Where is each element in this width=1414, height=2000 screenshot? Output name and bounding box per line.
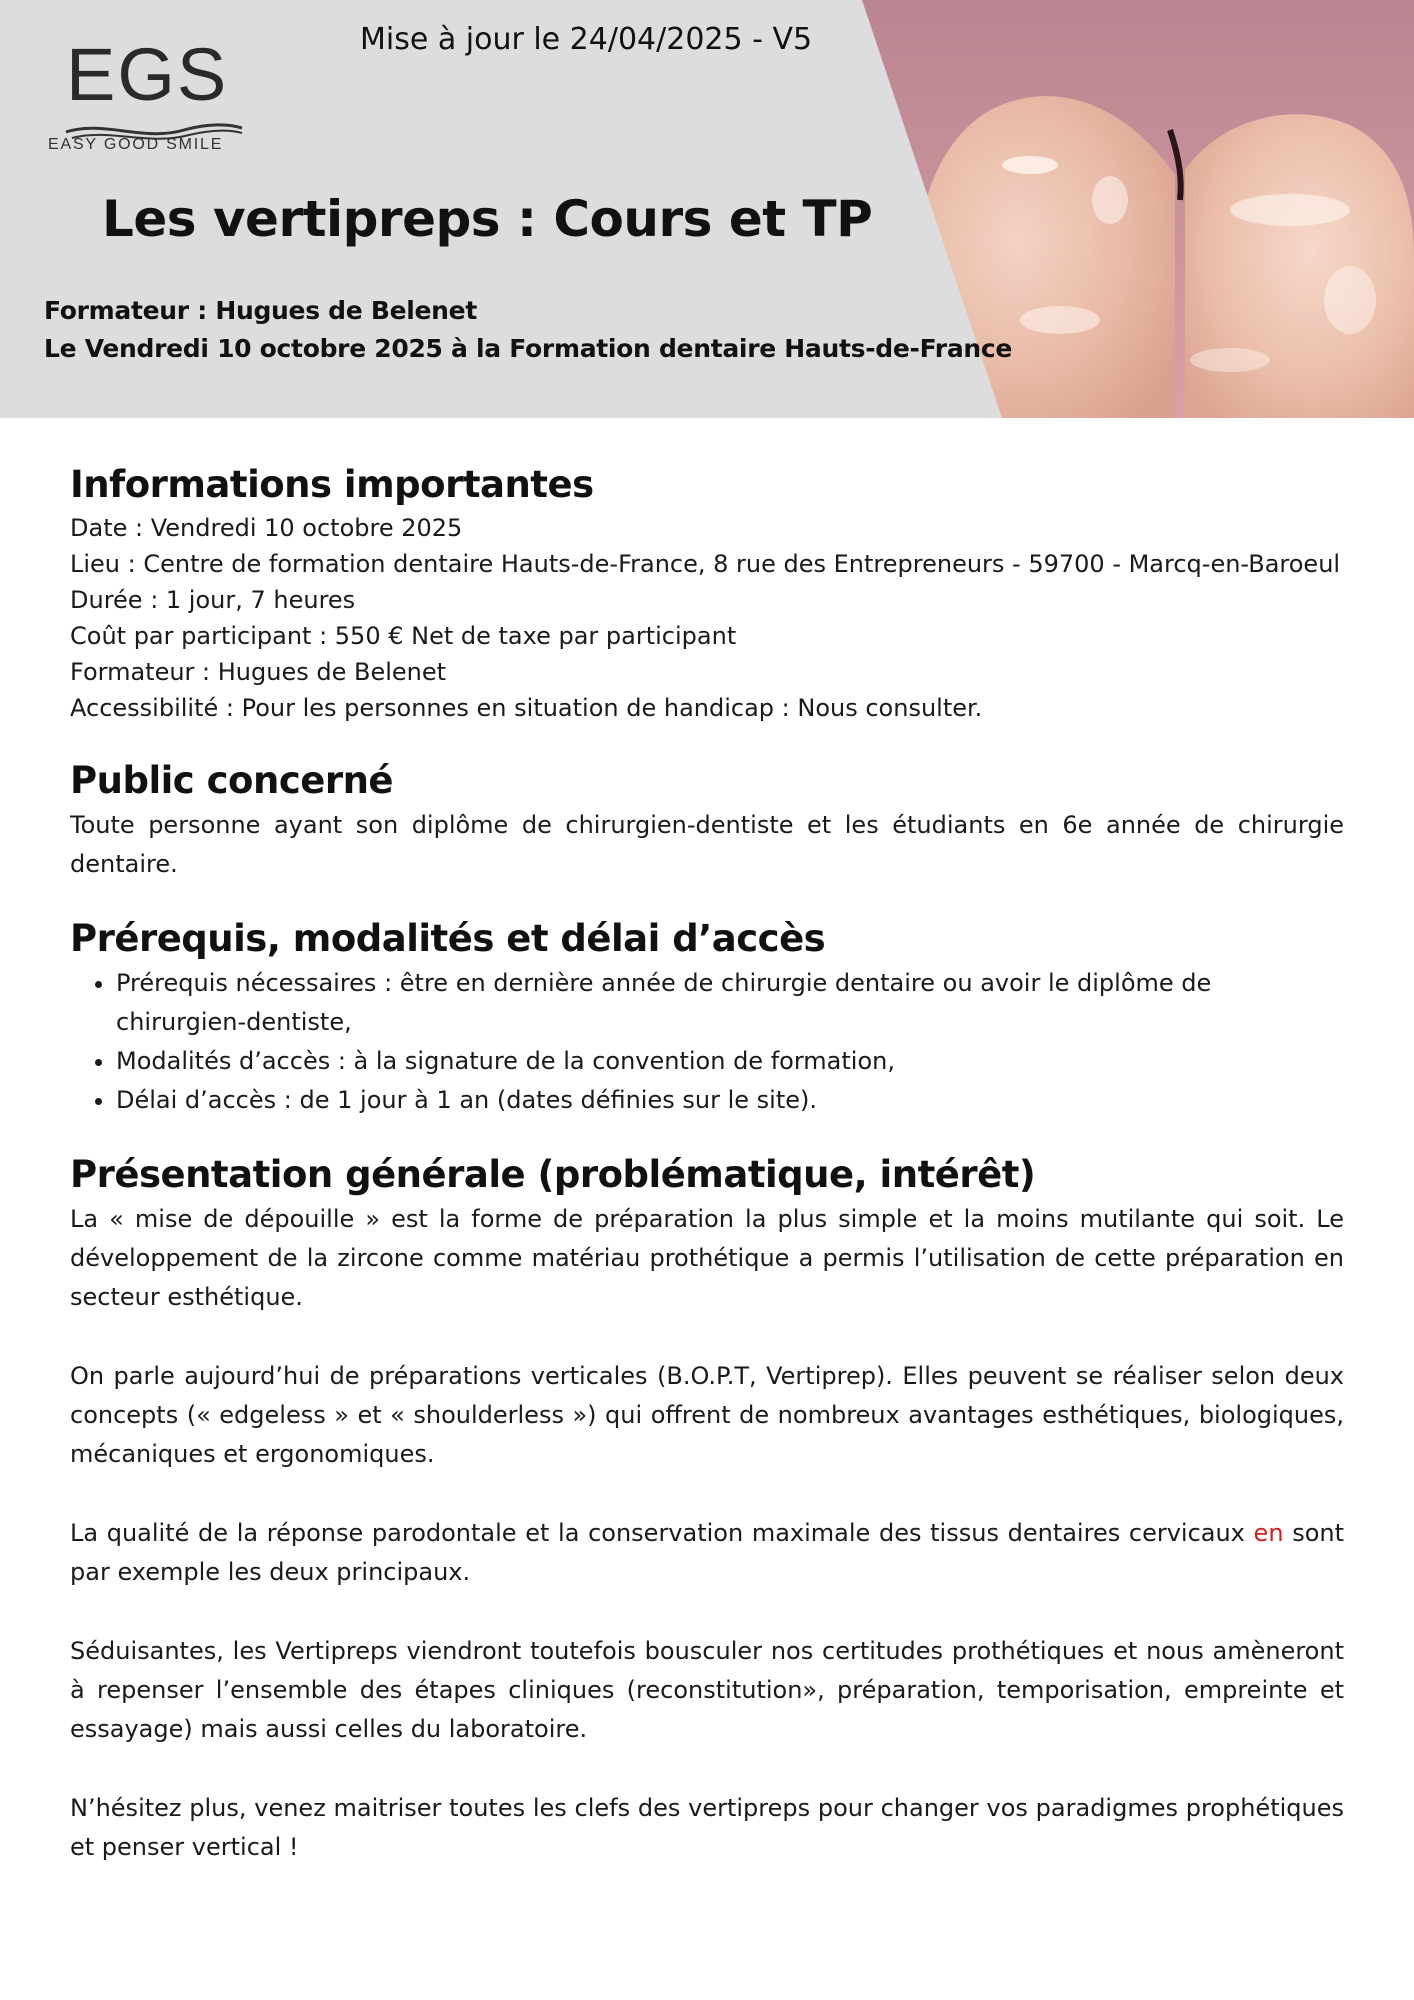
info-heading: Informations importantes xyxy=(70,463,594,506)
public-text: Toute personne ayant son diplôme de chirurgien-dentiste et les étudiants en 6e année de chirurgie dentaire. xyxy=(70,811,1344,878)
presentation-paragraph-1: La « mise de dépouille » est la forme de préparation la plus simple et la moins mutilante qui soit. Le développement de la zircone comme matériau prothétique a permis l’utilisation de cette préparation en secteur esthétique. xyxy=(70,1205,1344,1311)
list-item: • Prérequis nécessaires : être en dernière année de chirurgie dentaire ou avoir le diplôme de chirurgien-dentiste, xyxy=(116,964,1344,1042)
logo-tagline: EASY GOOD SMILE xyxy=(48,136,224,153)
egs-logo xyxy=(46,30,246,160)
list-item: • Modalités d’accès : à la signature de la convention de formation, xyxy=(116,1042,1344,1081)
date-location-line: Le Vendredi 10 octobre 2025 à la Formation dentaire Hauts-de-France xyxy=(44,334,1013,363)
info-date: Date : Vendredi 10 octobre 2025 xyxy=(70,514,463,542)
trainer-line: Formateur : Hugues de Belenet xyxy=(44,296,477,325)
main-content xyxy=(70,460,1344,1867)
page-title: Les vertipreps : Cours et TP xyxy=(102,190,873,248)
public-heading: Public concerné xyxy=(70,759,394,802)
public-section xyxy=(70,756,1344,884)
info-accessibility: Accessibilité : Pour les personnes en situation de handicap : Nous consulter. xyxy=(70,694,983,722)
paragraph-text: La qualité de la réponse parodontale et la conservation maximale des tissus dentaires cervicaux xyxy=(70,1519,1254,1547)
prereq-heading: Prérequis, modalités et délai d’accès xyxy=(70,917,826,960)
prereq-section xyxy=(70,914,1344,1120)
presentation-paragraph-5: N’hésitez plus, venez maitriser toutes les clefs des vertipreps pour changer vos paradigmes prophétiques et penser vertical ! xyxy=(70,1794,1344,1861)
list-item: • Délai d’accès : de 1 jour à 1 an (dates définies sur le site). xyxy=(116,1081,1344,1120)
logo-letters: EGS xyxy=(66,33,229,116)
presentation-paragraph-4: Séduisantes, les Vertipreps viendront toutefois bousculer nos certitudes prothétiques et nous amèneront à repenser l’ensemble des étapes cliniques (reconstitution», préparation, temporisation, empreinte et essayage) mais aussi celles du laboratoire. xyxy=(70,1637,1344,1743)
update-date: Mise à jour le 24/04/2025 - V5 xyxy=(360,22,813,57)
info-trainer: Formateur : Hugues de Belenet xyxy=(70,658,447,686)
info-cost: Coût par participant : 550 € Net de taxe par participant xyxy=(70,622,737,650)
highlighted-word: en xyxy=(1253,1519,1284,1547)
paragraph-text: sont par exemple les deux principaux. xyxy=(70,1519,1344,1586)
info-location: Lieu : Centre de formation dentaire Hauts-de-France, 8 rue des Entrepreneurs - 59700 - Marcq-en-Baroeul xyxy=(70,550,1341,578)
header-banner xyxy=(0,0,1414,418)
presentation-paragraph-2: On parle aujourd’hui de préparations verticales (B.O.P.T, Vertiprep). Elles peuvent se réaliser selon deux concepts (« edgeless » et « shoulderless ») qui offrent de nombreux avantages esthétiques, biologiques, mécaniques et ergonomiques. xyxy=(70,1362,1344,1468)
presentation-section xyxy=(70,1150,1344,1867)
info-duration: Durée : 1 jour, 7 heures xyxy=(70,586,356,614)
presentation-heading: Présentation générale (problématique, intérêt) xyxy=(70,1153,1036,1196)
prereq-list xyxy=(70,964,1344,1120)
presentation-paragraph-3 xyxy=(70,1514,1344,1592)
info-section xyxy=(70,460,1344,726)
